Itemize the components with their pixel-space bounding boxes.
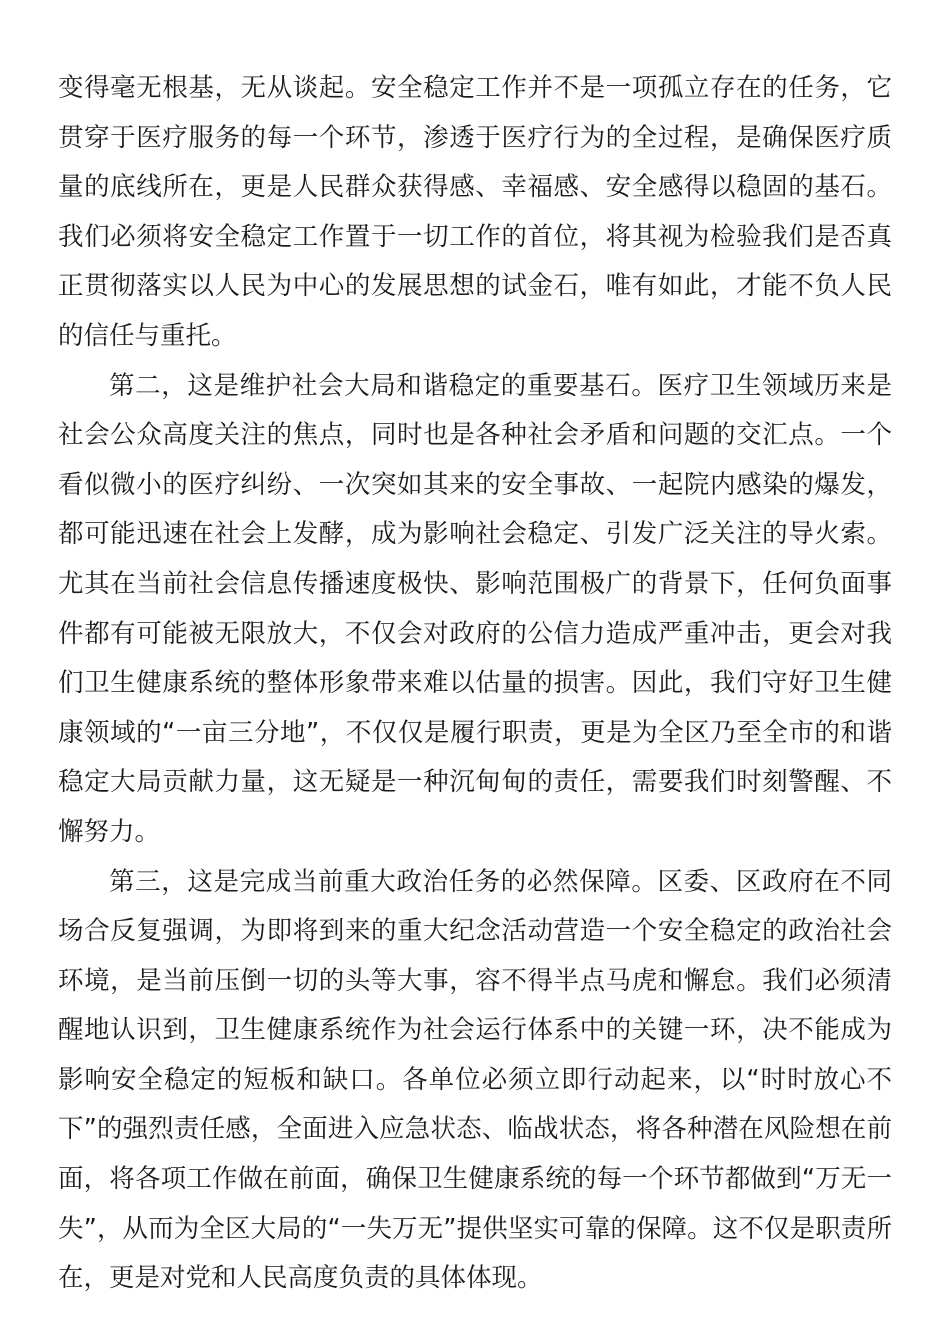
document-page xyxy=(58,64,892,1304)
paragraph-continuation: 变得毫无根基，无从谈起。安全稳定工作并不是一项孤立存在的任务，它贯穿于医疗服务的每一个环节，渗透于医疗行为的全过程，是确保医疗质量的底线所在，更是人民群众获得感、幸福感、安全感得以稳固的基石。我们必须将安全稳定工作置于一切工作的首位，将其视为检验我们是否真正贯彻落实以人民为中心的发展思想的试金石，唯有如此，才能不负人民的信任与重托。 xyxy=(58,73,892,351)
paragraph-second-point: 第二，这是维护社会大局和谐稳定的重要基石。医疗卫生领域历来是社会公众高度关注的焦点，同时也是各种社会矛盾和问题的交汇点。一个看似微小的医疗纠纷、一次突如其来的安全事故、一起院内感染的爆发，都可能迅速在社会上发酵，成为影响社会稳定、引发广泛关注的导火索。尤其在当前社会信息传播速度极快、影响范围极广的背景下，任何负面事件都有可能被无限放大，不仅会对政府的公信力造成严重冲击，更会对我们卫生健康系统的整体形象带来难以估量的损害。因此，我们守好卫生健康领域的“一亩三分地”，不仅仅是履行职责，更是为全区乃至全市的和谐稳定大局贡献力量，这无疑是一种沉甸甸的责任，需要我们时刻警醒、不懈努力。 xyxy=(58,370,892,847)
paragraph-third-point: 第三，这是完成当前重大政治任务的必然保障。区委、区政府在不同场合反复强调，为即将到来的重大纪念活动营造一个安全稳定的政治社会环境，是当前压倒一切的头等大事，容不得半点马虎和懈怠。我们必须清醒地认识到，卫生健康系统作为社会运行体系中的关键一环，决不能成为影响安全稳定的短板和缺口。各单位必须立即行动起来，以“时时放心不下”的强烈责任感，全面进入应急状态、临战状态，将各种潜在风险想在前面，将各项工作做在前面，确保卫生健康系统的每一个环节都做到“万无一失”，从而为全区大局的“一失万无”提供坚实可靠的保障。这不仅是职责所在，更是对党和人民高度负责的具体体现。 xyxy=(58,866,892,1294)
